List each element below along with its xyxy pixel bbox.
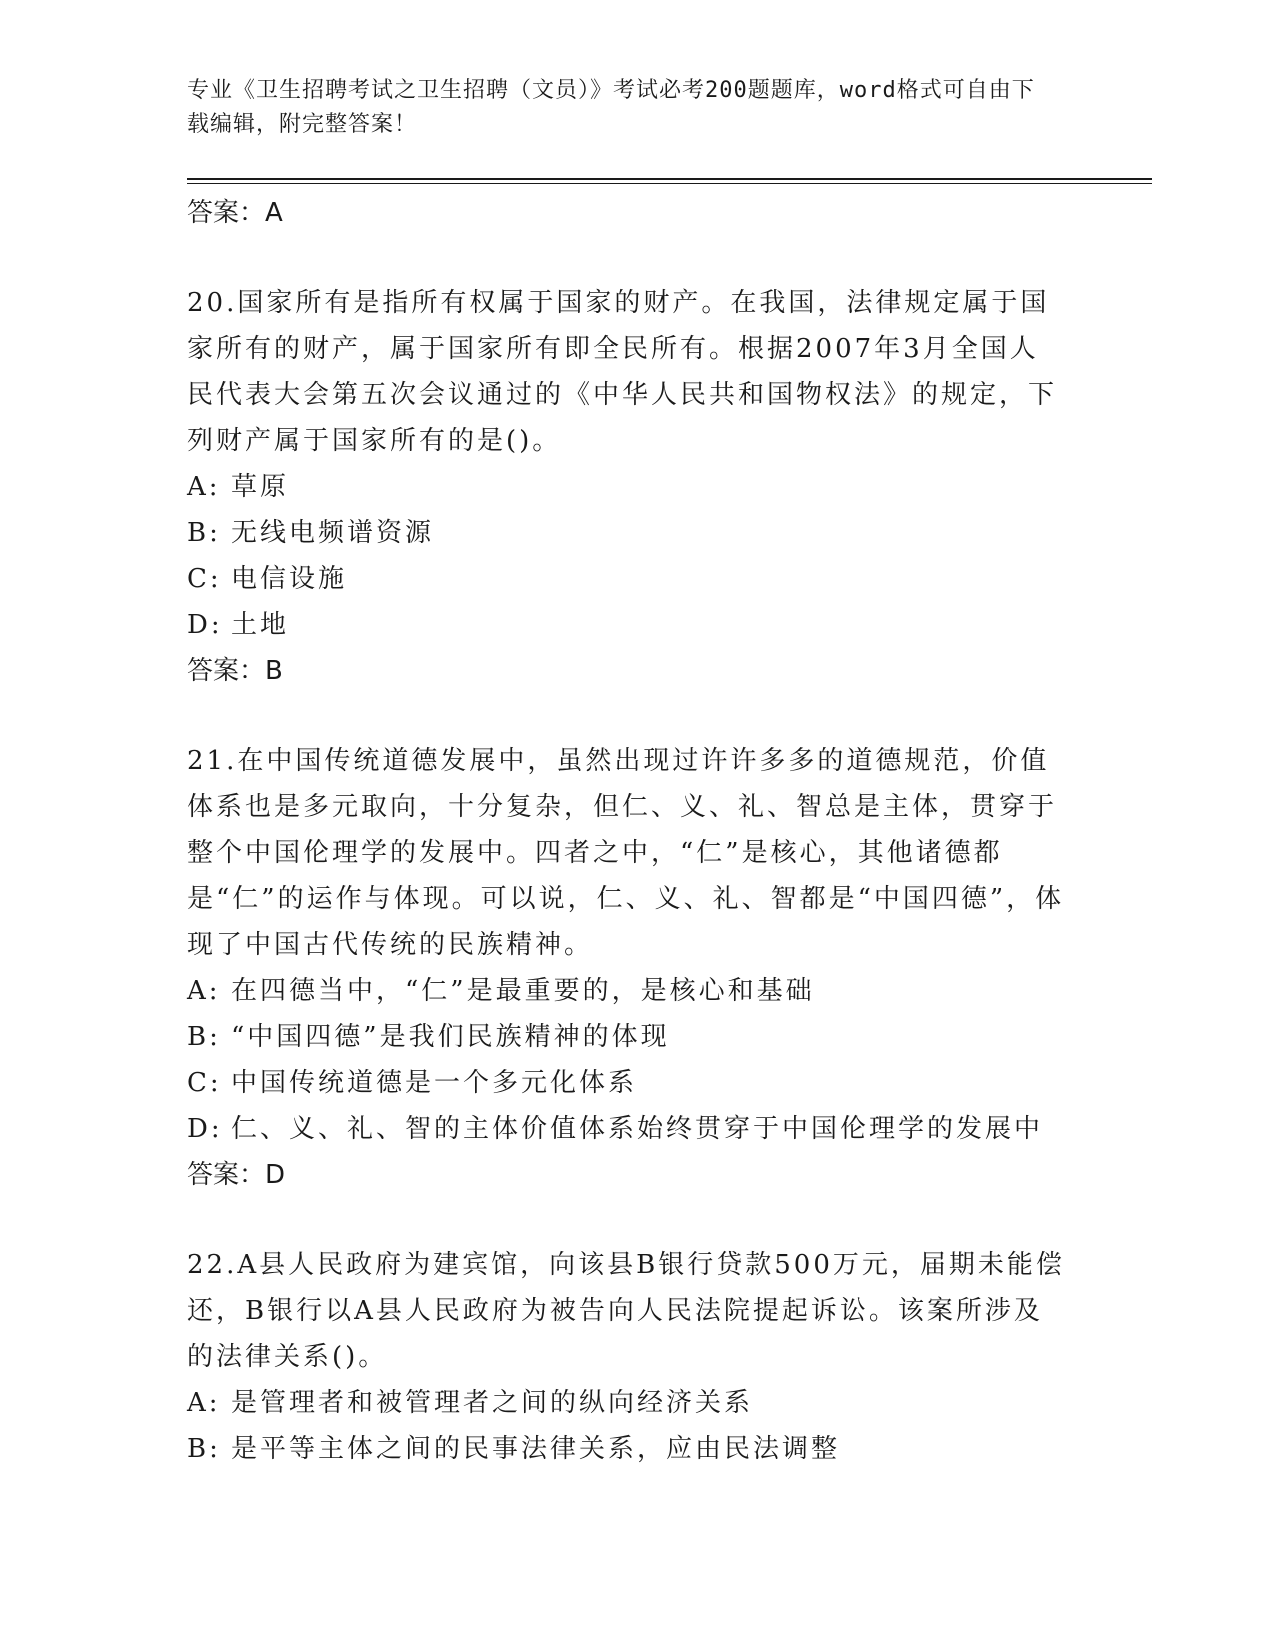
option-text: 电信设施 [231,564,348,594]
option-text: 是平等主体之间的民事法律关系，应由民法调整 [231,1434,841,1464]
question-20 [187,280,1152,694]
option-letter: D: [187,610,223,640]
option-text: 是管理者和被管理者之间的纵向经济关系 [231,1388,754,1418]
option-letter: B: [187,1434,221,1464]
option-letter: C: [187,564,222,594]
header-rule-thin [187,183,1152,184]
option-text: “中国四德”是我们民族精神的体现 [231,1022,670,1052]
option-letter: B: [187,518,221,548]
option-letter: C: [187,1068,222,1098]
question-21 [187,738,1152,1198]
option-letter: A: [187,1388,221,1418]
previous-answer: 答案：A [187,198,283,228]
option-b [187,1426,1152,1472]
option-a [187,1380,1152,1426]
option-b [187,1014,1152,1060]
option-letter: D: [187,1114,223,1144]
question-stem: 20.国家所有是指所有权属于国家的财产。在我国，法律规定属于国家所有的财产，属于国家所有即全民所有。根据2007年3月全国人民代表大会第五次会议通过的《中华人民共和国物权法》的规定，下列财产属于国家所有的是()。 [187,288,1058,456]
option-letter: A: [187,976,221,1006]
page-header: 专业《卫生招聘考试之卫生招聘（文员）》考试必考200题题库，word格式可自由下载编辑，附完整答案！ [187,78,1035,137]
question-stem: 21.在中国传统道德发展中，虽然出现过许许多多的道德规范，价值体系也是多元取向，十分复杂，但仁、义、礼、智总是主体，贯穿于整个中国伦理学的发展中。四者之中，“仁”是核心，其他诸德都是“仁”的运作与体现。可以说，仁、义、礼、智都是“中国四德”，体现了中国古代传统的民族精神。 [187,746,1065,960]
option-d [187,1106,1152,1152]
header-rule-thick [187,178,1152,180]
answer-line: 答案：D [187,1160,286,1190]
option-text: 中国传统道德是一个多元化体系 [231,1068,638,1098]
option-text: 在四德当中，“仁”是最重要的，是核心和基础 [231,976,815,1006]
option-c [187,1060,1152,1106]
option-a [187,968,1152,1014]
option-text: 无线电频谱资源 [231,518,435,548]
document-body [187,190,1152,1472]
question-stem: 22.A县人民政府为建宾馆，向该县B银行贷款500万元，届期未能偿还，B银行以A县人民政府为被告向人民法院提起诉讼。该案所涉及的法律关系()。 [187,1250,1065,1372]
answer-line: 答案：B [187,656,283,686]
option-text: 土地 [231,610,290,640]
spacer [187,1198,1152,1242]
option-text: 草原 [231,472,290,502]
option-letter: A: [187,472,221,502]
option-text: 仁、义、礼、智的主体价值体系始终贯穿于中国伦理学的发展中 [231,1114,1044,1144]
spacer [187,694,1152,738]
spacer [187,236,1152,280]
question-22 [187,1242,1152,1472]
option-a [187,464,1152,510]
option-c [187,556,1152,602]
option-d [187,602,1152,648]
option-b [187,510,1152,556]
option-letter: B: [187,1022,221,1052]
